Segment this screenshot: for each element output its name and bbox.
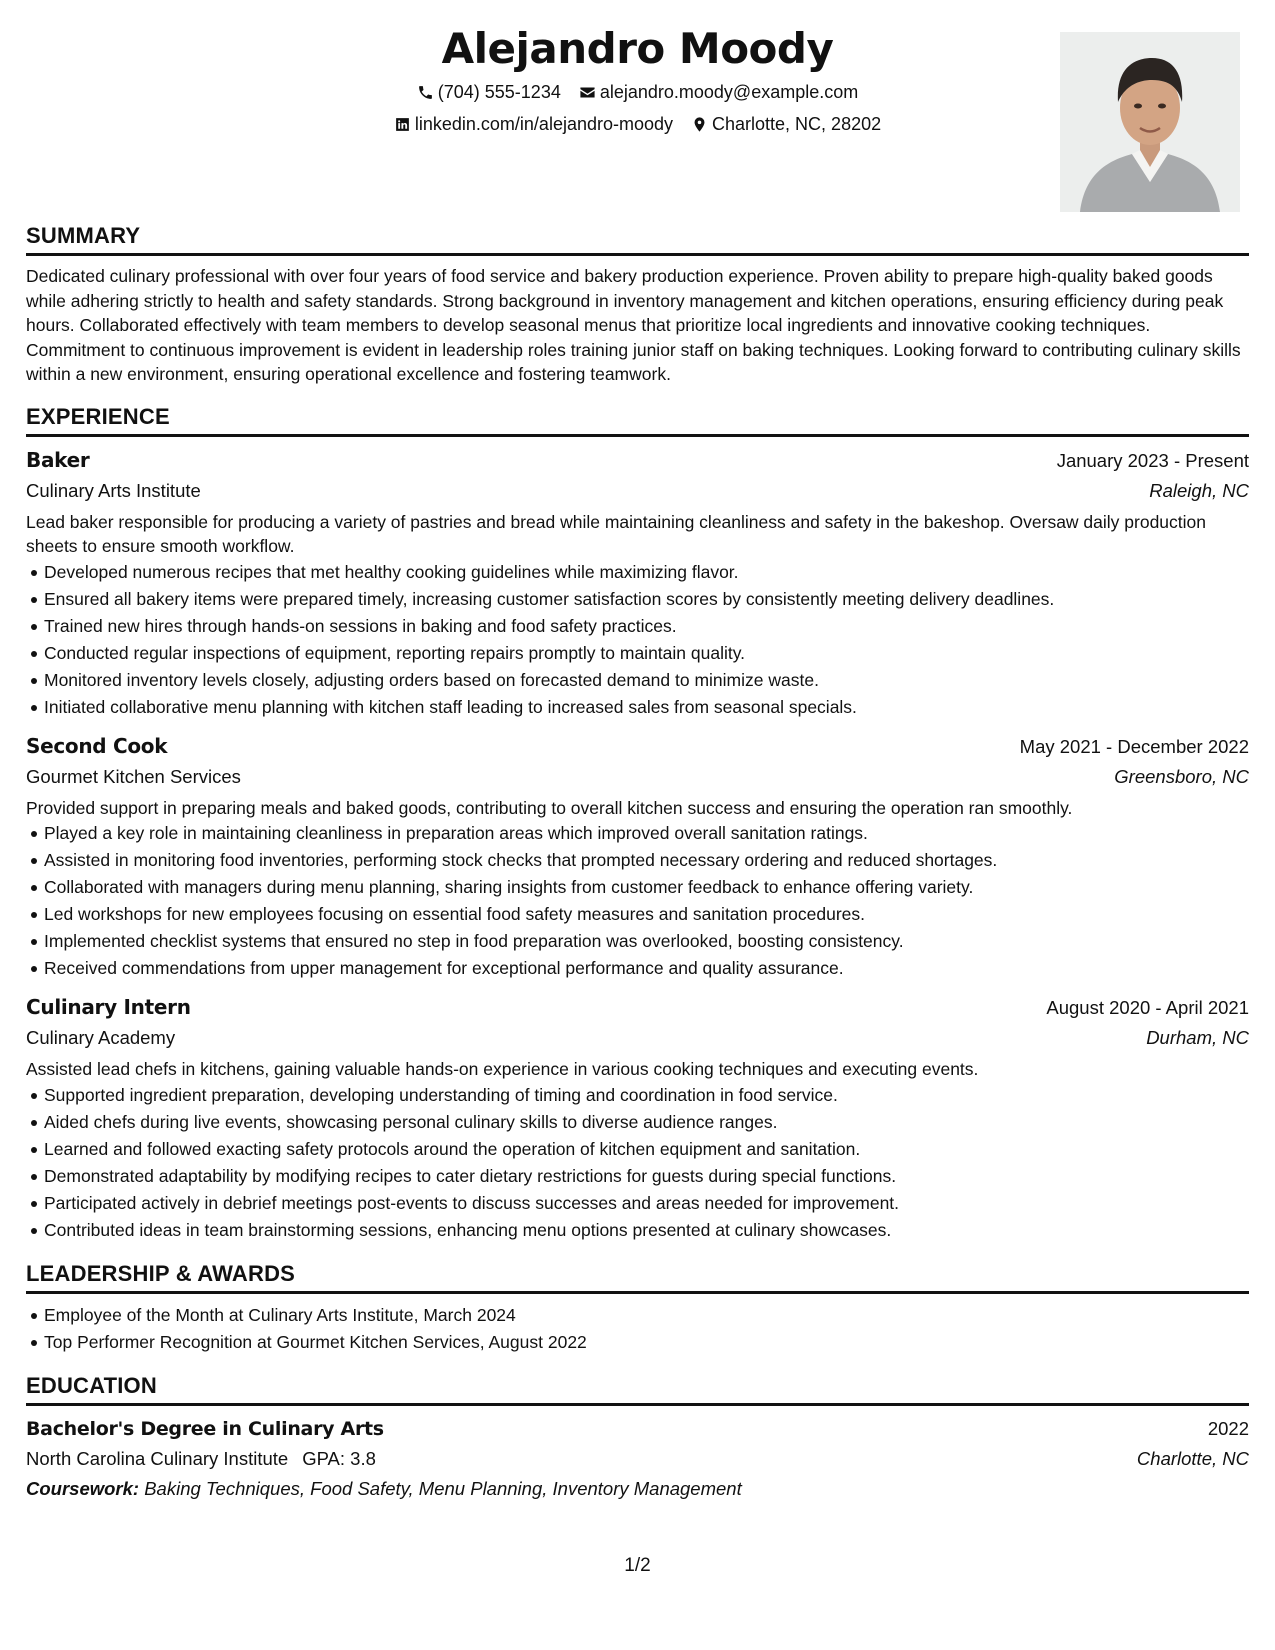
leadership-section (26, 1260, 1249, 1356)
experience-section (26, 403, 1249, 1244)
company-name: Culinary Arts Institute (26, 479, 201, 501)
list-item: Employee of the Month at Culinary Arts Institute, March 2024 (26, 1302, 1249, 1329)
list-item: Initiated collaborative menu planning with kitchen staff leading to increased sales from seasonal specials. (26, 694, 1249, 721)
list-item: Ensured all bakery items were prepared timely, increasing customer satisfaction scores by consistently meeting delivery deadlines. (26, 586, 1249, 613)
job-entry (26, 992, 1249, 1244)
company-name: Gourmet Kitchen Services (26, 765, 241, 787)
job-location: Greensboro, NC (1114, 765, 1249, 787)
list-item: Conducted regular inspections of equipment, reporting repairs promptly to maintain quality. (26, 640, 1249, 667)
job-entry (26, 731, 1249, 983)
summary-section (26, 222, 1249, 387)
job-title: Culinary Intern (26, 995, 191, 1019)
job-location: Raleigh, NC (1149, 479, 1249, 501)
linkedin-icon (394, 116, 411, 133)
education-section (26, 1372, 1249, 1503)
list-item: Received commendations from upper management for exceptional performance and quality assurance. (26, 955, 1249, 982)
job-bullets (26, 559, 1249, 721)
location-text: Charlotte, NC, 28202 (712, 114, 882, 134)
list-item: Aided chefs during live events, showcasing personal culinary skills to diverse audience ranges. (26, 1109, 1249, 1136)
list-item: Learned and followed exacting safety protocols around the operation of kitchen equipment and sanitation. (26, 1136, 1249, 1163)
list-item: Collaborated with managers during menu planning, sharing insights from customer feedback to enhance offering variety. (26, 874, 1249, 901)
contact-location (691, 112, 881, 136)
summary-text: Dedicated culinary professional with over four years of food service and bakery production experience. Proven ability to prepare high-quality baked goods while adhering strictly to health and safety standards. Strong background in inventory management and kitchen operations, ensuring efficiency during peak hours. Collaborated effectively with team members to develop seasonal menus that prioritize local ingredients and innovative cooking techniques. Commitment to continuous improvement is evident in leadership roles training junior staff on baking techniques. Looking forward to contributing culinary skills within a new environment, ensuring operational excellence and fostering teamwork. (26, 266, 1241, 384)
profile-photo (1060, 32, 1240, 212)
degree-title: Bachelor's Degree in Culinary Arts (26, 1417, 384, 1440)
list-item: Monitored inventory levels closely, adjusting orders based on forecasted demand to minimize waste. (26, 667, 1249, 694)
list-item: Implemented checklist systems that ensured no step in food preparation was overlooked, boosting consistency. (26, 928, 1249, 955)
list-item: Contributed ideas in team brainstorming sessions, enhancing menu options presented at culinary showcases. (26, 1217, 1249, 1244)
list-item: Assisted in monitoring food inventories, performing stock checks that prompted necessary ordering and reduced shortages. (26, 847, 1249, 874)
job-description: Lead baker responsible for producing a variety of pastries and bread while maintaining cleanliness and safety in the bakeshop. Oversaw daily production sheets to ensure smooth workflow. (26, 511, 1207, 556)
education-heading: EDUCATION (26, 1372, 1249, 1406)
list-item: Led workshops for new employees focusing on essential food safety measures and sanitation procedures. (26, 901, 1249, 928)
job-description: Provided support in preparing meals and baked goods, contributing to overall kitchen success and ensuring the operation ran smoothly. (26, 797, 1073, 818)
job-dates: January 2023 - Present (1056, 449, 1249, 471)
contact-email (579, 80, 858, 104)
summary-heading: SUMMARY (26, 222, 1249, 256)
company-name: Culinary Academy (26, 1027, 176, 1048)
coursework-list: Baking Techniques, Food Safety, Menu Planning, Inventory Management (144, 1477, 742, 1499)
job-description: Assisted lead chefs in kitchens, gaining valuable hands-on experience in various cooking techniques and executing events. (26, 1059, 979, 1079)
coursework-line (26, 1474, 1249, 1503)
job-title: Second Cook (26, 733, 168, 758)
job-entry (26, 445, 1249, 721)
school-location: Charlotte, NC (1136, 1447, 1249, 1469)
job-title: Baker (26, 447, 90, 472)
list-item: Trained new hires through hands-on sessions in baking and food safety practices. (26, 613, 1249, 640)
linkedin-link[interactable]: linkedin.com/in/alejandro-moody (414, 114, 674, 134)
graduation-year: 2022 (1207, 1417, 1249, 1439)
list-item: Participated actively in debrief meetings post-events to discuss successes and areas needed for improvement. (26, 1190, 1249, 1217)
gpa: GPA: 3.8 (302, 1447, 376, 1469)
resume-content (26, 222, 1249, 1519)
list-item: Demonstrated adaptability by modifying recipes to cater dietary restrictions for guests during special functions. (26, 1163, 1249, 1190)
contact-phone (417, 80, 561, 104)
portrait-image (1060, 32, 1240, 212)
job-bullets (26, 820, 1249, 982)
phone-icon (417, 84, 434, 101)
list-item: Developed numerous recipes that met healthy cooking guidelines while maximizing flavor. (26, 559, 1249, 586)
list-item: Top Performer Recognition at Gourmet Kitchen Services, August 2022 (26, 1329, 1249, 1356)
school-name: North Carolina Culinary Institute (26, 1447, 289, 1469)
candidate-name: Alejandro Moody (441, 24, 834, 73)
map-pin-icon (691, 116, 708, 133)
phone-text[interactable]: (704) 555-1234 (437, 82, 561, 102)
email-link[interactable]: alejandro.moody@example.com (599, 82, 859, 102)
page-number: 1/2 (624, 1555, 651, 1576)
contact-linkedin (394, 112, 673, 136)
leadership-heading: LEADERSHIP & AWARDS (26, 1260, 1249, 1294)
job-dates: August 2020 - April 2021 (1046, 997, 1249, 1018)
job-bullets (26, 1082, 1249, 1244)
list-item: Played a key role in maintaining cleanliness in preparation areas which improved overall sanitation ratings. (26, 820, 1249, 847)
job-location: Durham, NC (1146, 1027, 1249, 1048)
list-item: Supported ingredient preparation, developing understanding of timing and coordination in food service. (26, 1082, 1249, 1109)
job-dates: May 2021 - December 2022 (1019, 735, 1249, 757)
school-line (26, 1444, 376, 1473)
envelope-icon (579, 84, 596, 101)
coursework-label: Coursework: (26, 1477, 140, 1499)
experience-heading: EXPERIENCE (26, 403, 1249, 437)
awards-list (26, 1302, 1249, 1356)
